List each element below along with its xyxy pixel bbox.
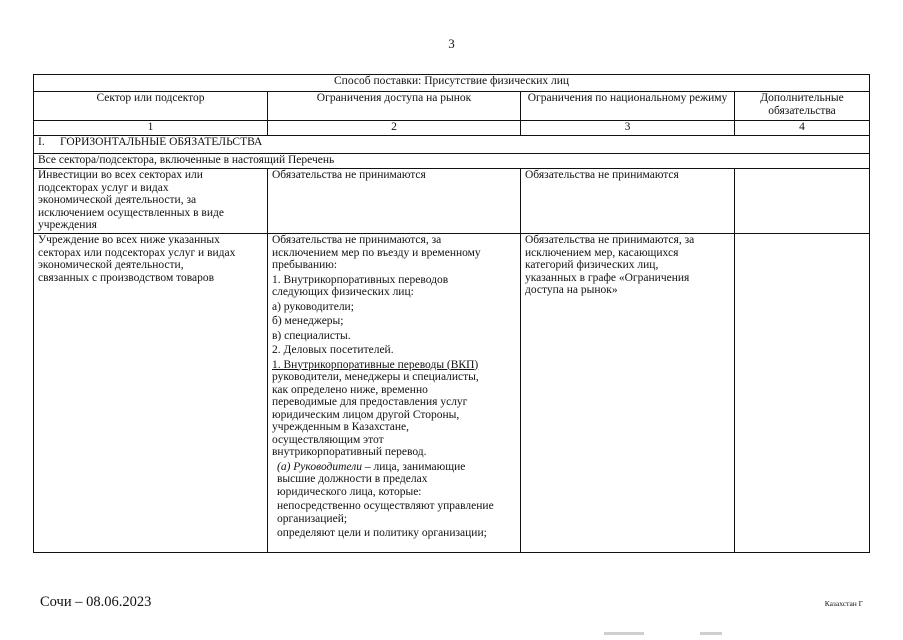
- table-row: [34, 234, 870, 553]
- column-number: 4: [735, 121, 870, 136]
- ict-heading: 1. Внутрикорпоративные переводы (ВКП): [272, 358, 479, 371]
- commitments-table: [33, 74, 870, 553]
- footer-country: Казахстан Г: [824, 599, 863, 608]
- header-additional: Дополнительные обязательства: [735, 92, 870, 121]
- additional-cell: [735, 234, 870, 553]
- column-number-row: [34, 121, 870, 136]
- national-treatment-cell: Обязательства не принимаются: [521, 169, 735, 234]
- supply-method: Способ поставки: Присутствие физических лиц: [34, 75, 870, 92]
- sector-cell: Учреждение во всех ниже указанных секторах или подсекторах услуг и видах экономической деятельности, связанных с производством товаров: [34, 234, 268, 553]
- page-number: 3: [448, 36, 455, 51]
- table-row: [34, 169, 870, 234]
- supply-method-row: [34, 75, 870, 92]
- section-row: [34, 136, 870, 154]
- sector-cell: Инвестиции во всех секторах или подсекторах услуг и видах экономической деятельности, за исключением осуществленных в виде учреждения: [34, 169, 268, 234]
- column-number: 1: [34, 121, 268, 136]
- scan-mark: [604, 632, 644, 635]
- subsection-row: [34, 154, 870, 169]
- market-access-cell: Обязательства не принимаются, за исключением мер по въезду и временному пребыванию: 1. Внутрикорпоративных переводов следующих физических лиц: а) руководители; б) менеджеры; в) специалисты. 2. Деловых посетителей. 1. Внутрикорпоративные переводы (ВКП) руководители, менеджеры и специалисты, как определено ниже, временно переводимые для предоставления услуг юридическим лицом другой Стороны, учрежденным в Казахстане, осуществляющим этот внутрикорпоративный перевод. (а) Руководители – лица, занимающие высшие должности в пределах юридического лица, которые: непосредственно осуществляют управление организацией; определяют цели и политику организации;: [268, 234, 521, 553]
- header-row: [34, 92, 870, 121]
- market-access-cell: Обязательства не принимаются: [268, 169, 521, 234]
- subsection-title: Все сектора/подсектора, включенные в настоящий Перечень: [34, 154, 870, 169]
- national-treatment-cell: Обязательства не принимаются, за исключением мер, касающихся категорий физических лиц, указанных в графе «Ограничения доступа на рынок»: [521, 234, 735, 553]
- scan-mark: [700, 632, 722, 635]
- footer-place-date: Сочи – 08.06.2023: [40, 594, 152, 610]
- managers-term: (а) Руководители: [277, 460, 362, 473]
- section-number: I.: [38, 136, 45, 148]
- column-number: 3: [521, 121, 735, 136]
- header-market-access: Ограничения доступа на рынок: [268, 92, 521, 121]
- header-national-treatment: Ограничения по национальному режиму: [521, 92, 735, 121]
- section-title: ГОРИЗОНТАЛЬНЫЕ ОБЯЗАТЕЛЬСТВА: [60, 136, 263, 148]
- header-sector: Сектор или подсектор: [34, 92, 268, 121]
- additional-cell: [735, 169, 870, 234]
- column-number: 2: [268, 121, 521, 136]
- section-heading: [34, 136, 870, 154]
